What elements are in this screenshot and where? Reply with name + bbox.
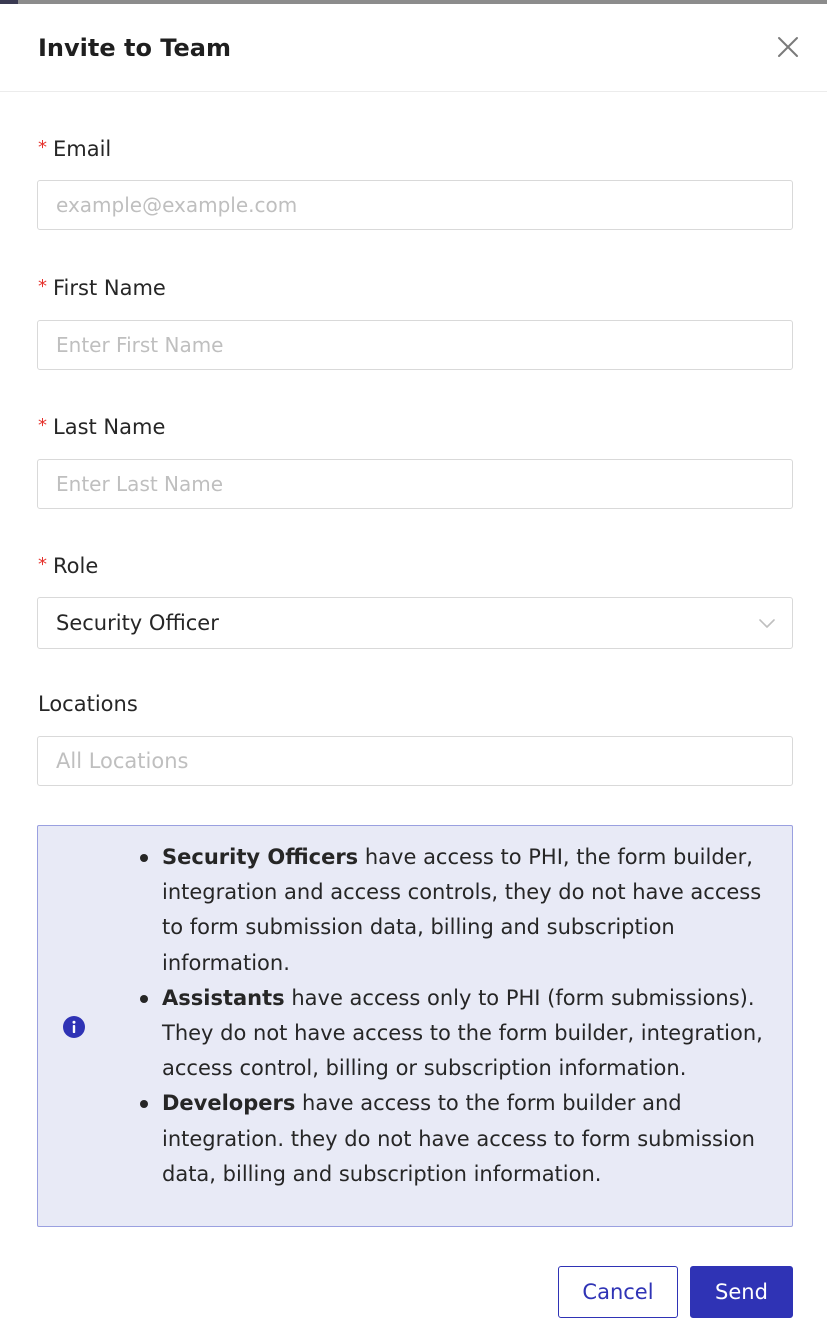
role-select[interactable] xyxy=(37,597,793,649)
role-info-item-security-officers xyxy=(162,840,774,981)
email-label-text: Email xyxy=(53,137,112,161)
role-info-text: have access only to PHI (form submissions). They do not have access to the form builder, integration, access control, billing or subscription information. xyxy=(162,985,763,1081)
last-name-input[interactable] xyxy=(37,459,793,509)
role-info-item-developers xyxy=(162,1086,774,1192)
last-name-label-text: Last Name xyxy=(53,415,166,439)
close-icon xyxy=(774,33,802,61)
role-info-text: have access to PHI, the form builder, integration and access controls, they do not have access to form submission data, billing and subscription information. xyxy=(162,845,762,975)
last-name-required-mark: * xyxy=(38,415,47,436)
invite-modal xyxy=(0,4,827,1340)
last-name-label xyxy=(38,413,165,443)
role-info-term: Security Officers xyxy=(162,845,359,869)
email-label xyxy=(38,135,111,165)
role-info-item-assistants xyxy=(162,981,774,1087)
role-label xyxy=(38,552,98,582)
email-input[interactable] xyxy=(37,180,793,230)
first-name-required-mark: * xyxy=(38,276,47,297)
modal-header xyxy=(0,4,827,92)
first-name-label-text: First Name xyxy=(53,276,166,300)
first-name-label xyxy=(38,274,166,304)
chevron-down-icon xyxy=(758,614,776,632)
locations-placeholder: All Locations xyxy=(56,749,189,773)
locations-select[interactable] xyxy=(37,736,793,786)
info-icon xyxy=(62,1015,86,1039)
first-name-input[interactable] xyxy=(37,320,793,370)
close-button[interactable] xyxy=(774,33,802,61)
role-info-term: Developers xyxy=(162,1091,296,1116)
send-button[interactable]: Send xyxy=(690,1266,793,1318)
role-info-list xyxy=(162,840,774,1192)
role-info-term: Assistants xyxy=(162,985,285,1010)
email-required-mark: * xyxy=(38,137,47,158)
role-required-mark: * xyxy=(38,554,47,575)
role-info-text: have access to the form builder and integration. they do not have access to form submission data, billing and subscription information. xyxy=(162,1091,755,1186)
role-info-box xyxy=(37,825,793,1227)
role-select-value: Security Officer xyxy=(56,611,219,635)
modal-title: Invite to Team xyxy=(38,34,231,62)
role-label-text: Role xyxy=(53,554,99,578)
locations-label: Locations xyxy=(38,692,138,716)
cancel-button[interactable]: Cancel xyxy=(558,1266,678,1318)
